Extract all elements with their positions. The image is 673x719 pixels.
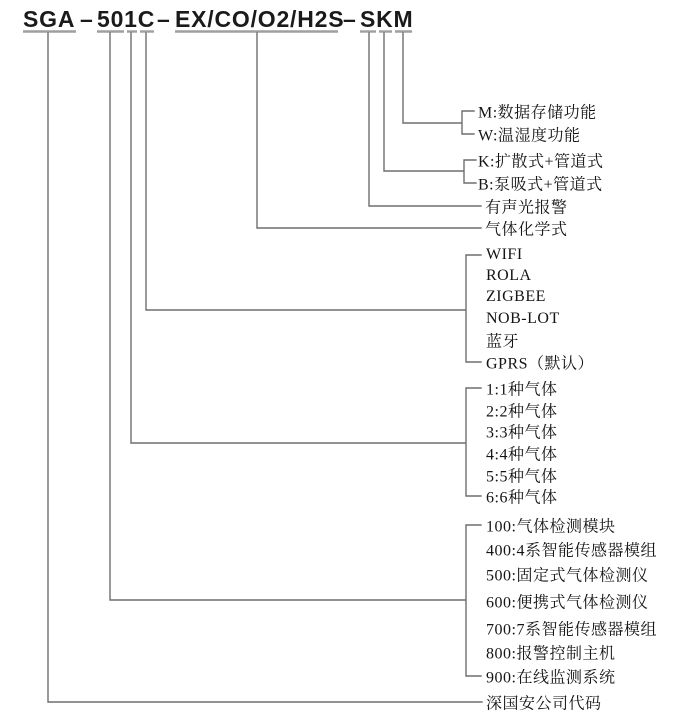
label-series-600: 600:便携式气体检测仪 xyxy=(486,594,649,612)
label-series-400: 400:4系智能传感器模组 xyxy=(486,542,657,560)
label-option-k-diffusion: K:扩散式+管道式 xyxy=(478,153,604,171)
label-gas-count-1: 1:1种气体 xyxy=(486,381,558,399)
branch-company xyxy=(48,33,482,702)
label-option-b-pump: B:泵吸式+管道式 xyxy=(478,176,603,194)
title-segment-sga: SGA xyxy=(23,6,76,32)
branch-gas-count xyxy=(131,33,481,496)
label-audible-visual-alarm: 有声光报警 xyxy=(485,199,568,217)
branch-suffix-m xyxy=(403,33,474,134)
branch-suffix-k xyxy=(384,33,476,183)
branch-comm-type xyxy=(146,33,481,362)
label-comm-bluetooth: 蓝牙 xyxy=(486,333,520,351)
label-gas-count-3: 3:3种气体 xyxy=(486,424,558,442)
label-gas-count-6: 6:6种气体 xyxy=(486,489,558,507)
label-gas-count-2: 2:2种气体 xyxy=(486,403,558,421)
title-dash-2: – xyxy=(157,6,171,32)
label-gas-count-5: 5:5种气体 xyxy=(486,468,558,486)
title-segment-501c: 501C xyxy=(97,6,156,32)
title-dash-3: – xyxy=(343,6,357,32)
label-series-800: 800:报警控制主机 xyxy=(486,645,616,663)
label-gas-chemical-formula: 气体化学式 xyxy=(485,221,568,239)
label-comm-rola: ROLA xyxy=(486,267,532,284)
label-comm-nob-lot: NOB-LOT xyxy=(486,310,560,327)
label-company-code: 深国安公司代码 xyxy=(486,695,602,713)
title-segment-gases: EX/CO/O2/H2S xyxy=(175,6,345,32)
label-series-700: 700:7系智能传感器模组 xyxy=(486,621,657,639)
label-comm-zigbee: ZIGBEE xyxy=(486,288,546,305)
label-comm-wifi: WIFI xyxy=(486,246,523,263)
label-series-500: 500:固定式气体检测仪 xyxy=(486,567,649,585)
label-option-m-data-storage: M:数据存储功能 xyxy=(478,104,597,122)
label-gas-count-4: 4:4种气体 xyxy=(486,446,558,464)
label-comm-gprs-default: GPRS（默认） xyxy=(486,355,595,373)
title-segment-skm: SKM xyxy=(360,6,414,32)
label-series-900: 900:在线监测系统 xyxy=(486,669,616,687)
label-series-100: 100:气体检测模块 xyxy=(486,518,616,536)
branch-series xyxy=(110,33,481,676)
label-option-w-temp-humidity: W:温湿度功能 xyxy=(478,127,581,145)
branch-connectors xyxy=(48,33,482,702)
title-dash-1: – xyxy=(80,6,94,32)
